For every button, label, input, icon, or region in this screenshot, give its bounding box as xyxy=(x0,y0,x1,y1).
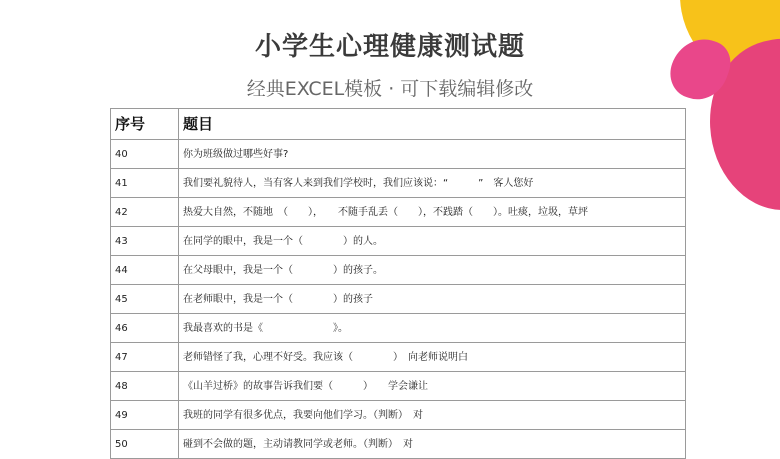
row-question: 老师错怪了我，心理不好受。我应该（ ） 向老师说明白 xyxy=(179,343,686,372)
question-table xyxy=(110,108,686,459)
table-row xyxy=(111,401,686,430)
header-question: 题目 xyxy=(179,109,686,140)
row-num: 43 xyxy=(111,227,179,256)
table-row xyxy=(111,169,686,198)
table-header-row xyxy=(111,109,686,140)
table-row xyxy=(111,285,686,314)
row-question: 在父母眼中，我是一个（ ）的孩子。 xyxy=(179,256,686,285)
page-title: 小学生心理健康测试题 xyxy=(254,32,525,62)
row-num: 42 xyxy=(111,198,179,227)
row-question: 在老师眼中，我是一个（ ）的孩子 xyxy=(179,285,686,314)
table-row xyxy=(111,430,686,459)
row-question: 在同学的眼中，我是一个（ ）的人。 xyxy=(179,227,686,256)
table-row xyxy=(111,227,686,256)
row-num: 50 xyxy=(111,430,179,459)
row-num: 40 xyxy=(111,140,179,169)
row-question: 碰到不会做的题，主动请教同学或老师。（判断） 对 xyxy=(179,430,686,459)
table-row xyxy=(111,198,686,227)
row-num: 46 xyxy=(111,314,179,343)
row-num: 41 xyxy=(111,169,179,198)
row-question: 我们要礼貌待人，当有客人来到我们学校时，我们应该说：“ ” 客人您好 xyxy=(179,169,686,198)
header-num: 序号 xyxy=(111,109,179,140)
row-num: 45 xyxy=(111,285,179,314)
row-question: 我最喜欢的书是《 》。 xyxy=(179,314,686,343)
row-question: 你为班级做过哪些好事? xyxy=(179,140,686,169)
table-row xyxy=(111,314,686,343)
row-num: 49 xyxy=(111,401,179,430)
table-row xyxy=(111,343,686,372)
table-row xyxy=(111,372,686,401)
page-subtitle: 经典EXCEL模板 · 可下载编辑修改 xyxy=(246,78,534,100)
row-num: 47 xyxy=(111,343,179,372)
row-question: 热爱大自然，不随地 （ ）， 不随手乱丢（ ），不践踏（ ）。吐痰，垃圾，草坪 xyxy=(179,198,686,227)
row-question: 我班的同学有很多优点，我要向他们学习。（判断） 对 xyxy=(179,401,686,430)
row-question: 《山羊过桥》的故事告诉我们要（ ） 学会谦让 xyxy=(179,372,686,401)
table-row xyxy=(111,256,686,285)
table-row xyxy=(111,140,686,169)
row-num: 48 xyxy=(111,372,179,401)
row-num: 44 xyxy=(111,256,179,285)
